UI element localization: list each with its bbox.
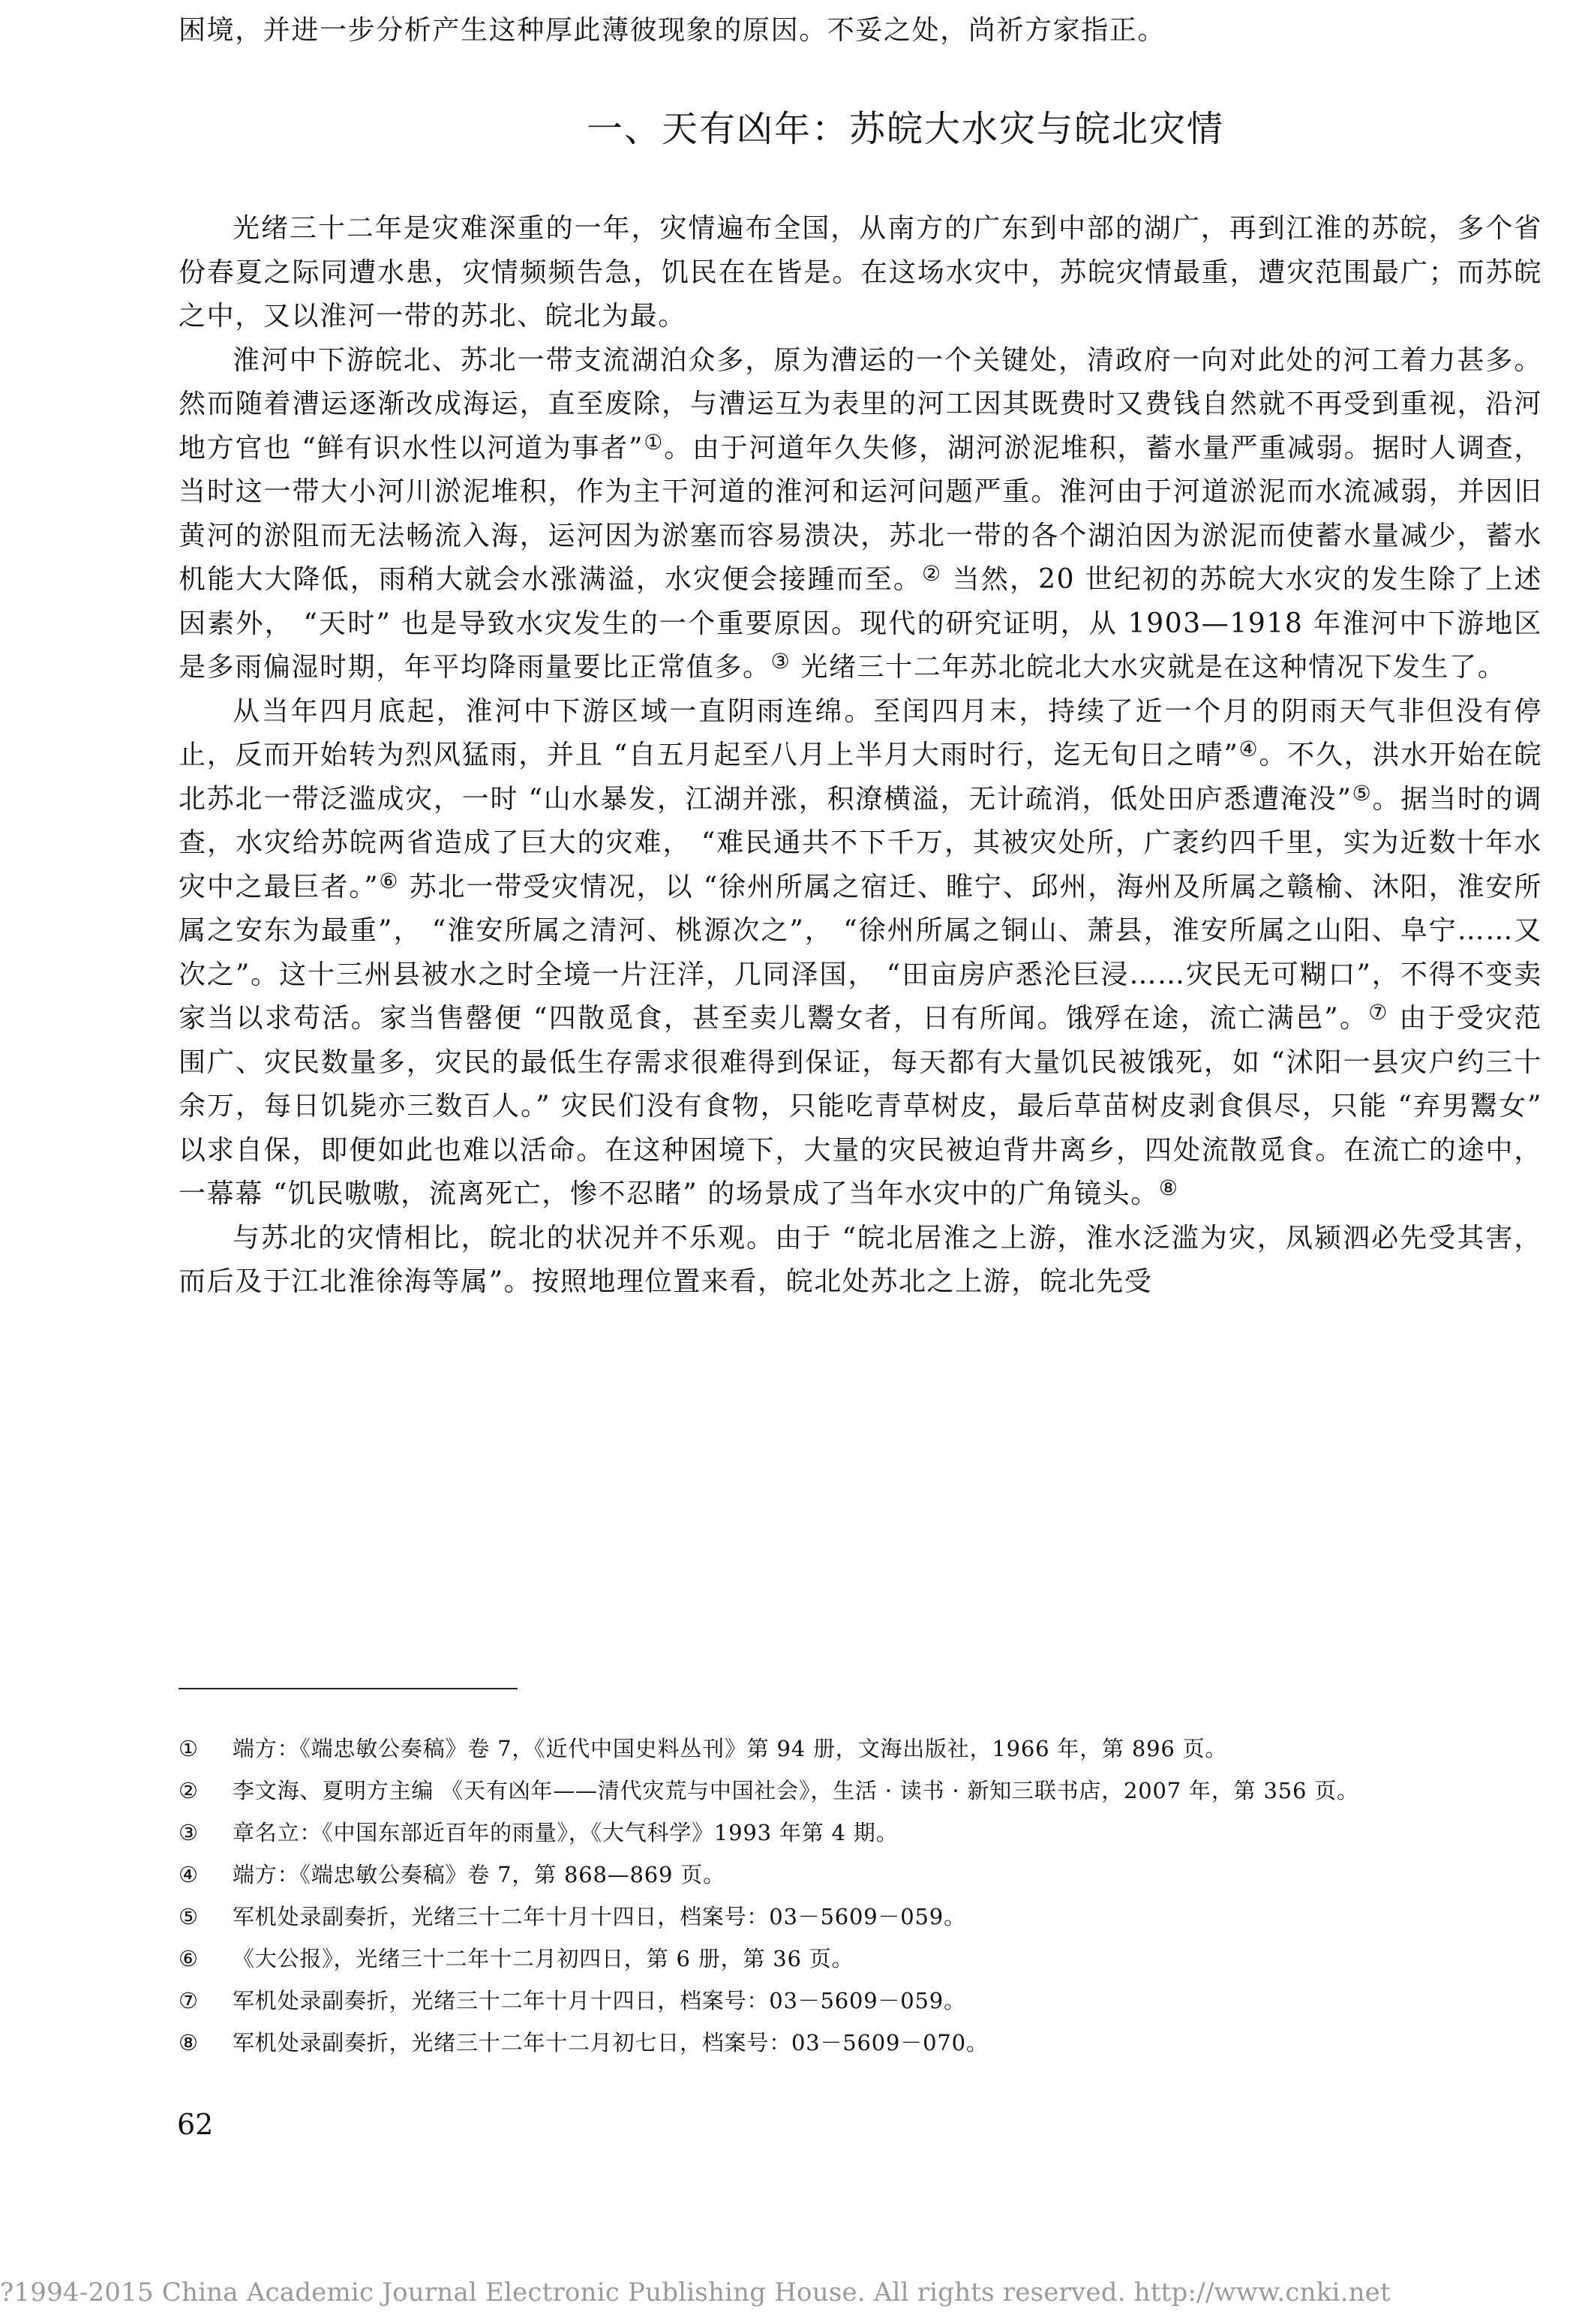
- paragraph-text: 当然，20 世纪初的苏皖大水灾的发生除了上述因素外， “天时” 也是导致水灾发生的一个重要原因。现代的研究证明，从 1903—1918 年淮河中下游地区是多雨偏湿时期，年平均降雨量要比正常值多。: [179, 564, 1542, 683]
- footnote-text: 端方：《端忠敏公奏稿》卷 7，第 868—869 页。: [233, 1862, 725, 1887]
- footnote-mark: ③: [179, 1820, 199, 1845]
- footnote-item: [179, 2027, 1542, 2058]
- paragraph-text: 苏北一带受灾情况，以 “徐州所属之宿迁、睢宁、邱州，海州及所属之赣榆、沐阳，淮安所属之安东为最重”， “淮安所属之清河、桃源次之”， “徐州所属之铜山、萧县，淮安所属之山阳、阜宁……又次之”。这十三州县被水之时全境一片汪洋，几同泽国， “田亩房庐悉沦巨浸……灾民无可糊口”，不得不变卖家当以求苟活。家当售罄便 “四散觅食，甚至卖儿鬻女者，日有所闻。饿殍在途，流亡满邑”。: [179, 871, 1543, 1034]
- footnote-mark: ⑦: [179, 1988, 199, 2013]
- footnote-reference[interactable]: ③: [770, 649, 791, 674]
- footnote-mark: ⑧: [179, 2030, 199, 2055]
- footnote-text: 《大公报》，光绪三十二年十二月初四日，第 6 册，第 36 页。: [233, 1946, 854, 1971]
- footnote-item: [179, 1817, 1542, 1848]
- footnote-item: [179, 1985, 1542, 2016]
- footnote-divider: [179, 1688, 518, 1689]
- footnote-reference[interactable]: ⑧: [1158, 1176, 1179, 1201]
- footnote-item: [179, 1943, 1542, 1974]
- footnote-reference[interactable]: ⑤: [1352, 780, 1373, 806]
- footnote-reference[interactable]: ⑥: [379, 868, 400, 893]
- footnote-reference[interactable]: ②: [921, 561, 943, 587]
- article-body: [179, 207, 1542, 1305]
- paragraph-text: 由于受灾范围广、灾民数量多，灾民的最低生存需求很难得到保证，每天都有大量饥民被饿死，如 “沭阳一县灾户约三十余万，每日饥毙亦三数百人。” 灾民们没有食物，只能吃青草树皮，最后草苗树皮剥食俱尽，只能 “弃男鬻女” 以求自保，即便如此也难以活命。在这种困境下，大量的灾民被迫背井离乡，四处流散觅食。在流亡的途中，一幕幕 “饥民嗷嗷，流离死亡，惨不忍睹” 的场景成了当年水灾中的广角镜头。: [179, 1003, 1543, 1209]
- body-paragraph: [179, 207, 1542, 339]
- footnote-text: 端方：《端忠敏公奏稿》卷 7，《近代中国史料丛刊》第 94 册，文海出版社，1966 年，第 896 页。: [233, 1736, 1228, 1761]
- footnote-text: 军机处录副奏折，光绪三十二年十月十四日，档案号：03－5609－059。: [233, 1988, 966, 2013]
- paragraph-text: 从当年四月底起，淮河中下游区域一直阴雨连绵。至闰四月末，持续了近一个月的阴雨天气非但没有停止，反而开始转为烈风猛雨，并且 “自五月起至八月上半月大雨时行，迄无旬日之晴”: [179, 695, 1542, 770]
- footnote-text: 章名立：《中国东部近百年的雨量》，《大气科学》1993 年第 4 期。: [233, 1820, 899, 1845]
- paragraph-text: 。据当时的调查，水灾给苏皖两省造成了巨大的灾难， “难民通共不下千万，其被灾处所，广袤约四千里，实为近数十年水灾中之最巨者。”: [179, 783, 1542, 902]
- footnote-mark: ④: [179, 1862, 199, 1887]
- footnote-item: [179, 1733, 1542, 1764]
- body-paragraph: [179, 1217, 1542, 1305]
- footnote-item: [179, 1859, 1542, 1890]
- body-paragraph: [179, 690, 1542, 1217]
- footnote-mark: ②: [179, 1778, 199, 1803]
- page-number: 62: [177, 2108, 214, 2141]
- paragraph-text: 光绪三十二年是灾难深重的一年，灾情遍布全国，从南方的广东到中部的湖广，再到江淮的苏皖，多个省份春夏之际同遭水患，灾情频频告急，饥民在在皆是。在这场水灾中，苏皖灾情最重，遭灾范围最广；而苏皖之中，又以淮河一带的苏北、皖北为最。: [179, 213, 1542, 332]
- section-heading: 一、天有凶年：苏皖大水灾与皖北灾情: [586, 108, 1224, 150]
- footnotes: [179, 1733, 1542, 2069]
- paragraph-text: 淮河中下游皖北、苏北一带支流湖泊众多，原为漕运的一个关键处，清政府一向对此处的河工着力甚多。然而随着漕运逐渐改成海运，直至废除，与漕运互为表里的河工因其既费时又费钱自然就不再受到重视，沿河地方官也 “鲜有识水性以河道为事者”: [179, 344, 1542, 464]
- footnote-reference[interactable]: ①: [644, 429, 665, 455]
- paragraph-text: 。不久，洪水开始在皖北苏北一带泛滥成灾，一时 “山水暴发，江湖并涨，积潦横溢，无计疏消，低处田庐悉遭淹没”: [179, 740, 1542, 815]
- footnote-item: [179, 1901, 1542, 1932]
- body-paragraph: [179, 339, 1542, 690]
- footnote-mark: ⑤: [179, 1904, 199, 1929]
- footnote-reference[interactable]: ④: [1238, 737, 1259, 762]
- paragraph-text: 光绪三十二年苏北皖北大水灾就是在这种情况下发生了。: [791, 652, 1506, 683]
- footnote-text: 军机处录副奏折，光绪三十二年十二月初七日，档案号：03－5609－070。: [233, 2030, 989, 2055]
- footnote-text: 军机处录副奏折，光绪三十二年十月十四日，档案号：03－5609－059。: [233, 1904, 966, 1929]
- footnote-reference[interactable]: ⑦: [1368, 1000, 1389, 1025]
- footnote-mark: ①: [179, 1736, 199, 1761]
- footnote-item: [179, 1775, 1542, 1806]
- intro-line: 困境，并进一步分析产生这种厚此薄彼现象的原因。不妥之处，尚祈方家指正。: [179, 15, 1166, 46]
- paragraph-text: 。由于河道年久失修，湖河淤泥堆积，蓄水量严重减弱。据时人调查，当时这一带大小河川淤泥堆积，作为主干河道的淮河和运河问题严重。淮河由于河道淤泥而水流减弱，并因旧黄河的淤阻而无法畅流入海，运河因为淤塞而容易溃决，苏北一带的各个湖泊因为淤泥而使蓄水量减少，蓄水机能大大降低，雨稍大就会水涨满溢，水灾便会接踵而至。: [179, 432, 1542, 595]
- footnote-text: 李文海、夏明方主编 《天有凶年——清代灾荒与中国社会》，生活 · 读书 · 新知三联书店，2007 年，第 356 页。: [233, 1778, 1359, 1803]
- footnote-mark: ⑥: [179, 1946, 199, 1971]
- paragraph-text: 与苏北的灾情相比，皖北的状况并不乐观。由于 “皖北居淮之上游，淮水泛滥为灾，凤颍泗必先受其害，而后及于江北淮徐海等属”。按照地理位置来看，皖北处苏北之上游，皖北先受: [179, 1222, 1542, 1297]
- copyright-watermark: ?1994-2015 China Academic Journal Electronic Publishing House. All rights reserved. http://www.cnki.net: [0, 2277, 1391, 2307]
